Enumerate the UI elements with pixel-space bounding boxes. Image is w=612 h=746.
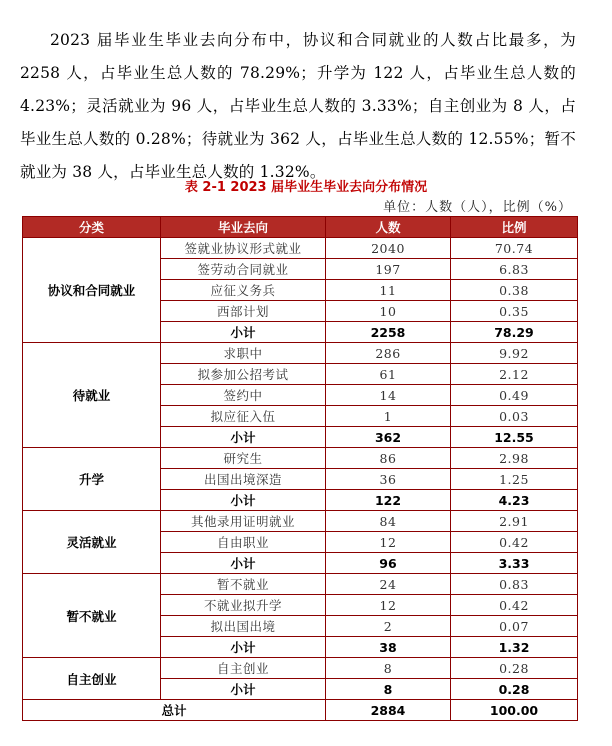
subtotal-label: 小计	[161, 553, 326, 574]
subtotal-label: 小计	[161, 679, 326, 700]
subtotal-label: 小计	[161, 490, 326, 511]
total-count: 2884	[326, 700, 451, 721]
category-cell: 升学	[23, 448, 161, 511]
subtotal-label: 小计	[161, 322, 326, 343]
ratio-cell: 1.25	[451, 469, 578, 490]
ratio-cell: 2.98	[451, 448, 578, 469]
subtotal-label: 小计	[161, 427, 326, 448]
subtotal-ratio: 4.23	[451, 490, 578, 511]
table-row	[23, 448, 578, 469]
ratio-cell: 0.42	[451, 532, 578, 553]
ratio-cell: 0.03	[451, 406, 578, 427]
total-label: 总计	[23, 700, 326, 721]
subtotal-ratio: 1.32	[451, 637, 578, 658]
subtotal-count: 2258	[326, 322, 451, 343]
category-cell: 待就业	[23, 343, 161, 448]
ratio-cell: 0.28	[451, 658, 578, 679]
table-row	[23, 238, 578, 259]
header-category: 分类	[23, 217, 161, 238]
count-cell: 12	[326, 595, 451, 616]
total-row	[23, 700, 578, 721]
destination-cell: 研究生	[161, 448, 326, 469]
subtotal-label: 小计	[161, 637, 326, 658]
category-cell: 协议和合同就业	[23, 238, 161, 343]
count-cell: 2	[326, 616, 451, 637]
subtotal-ratio: 0.28	[451, 679, 578, 700]
count-cell: 11	[326, 280, 451, 301]
count-cell: 86	[326, 448, 451, 469]
count-cell: 8	[326, 658, 451, 679]
subtotal-count: 122	[326, 490, 451, 511]
destination-cell: 拟应征入伍	[161, 406, 326, 427]
ratio-cell: 0.83	[451, 574, 578, 595]
count-cell: 286	[326, 343, 451, 364]
subtotal-count: 8	[326, 679, 451, 700]
summary-paragraph: 2023 届毕业生毕业去向分布中，协议和合同就业的人数占比最多，为 2258 人，占毕业生总人数的 78.29%；升学为 122 人，占毕业生总人数的 4.23%；灵活就业为 96 人，占毕业生总人数的 3.33%；自主创业为 8 人，占毕业生总人数的 0.28%；待就业为 362 人，占毕业生总人数的 12.55%；暂不就业为 38 人，占毕业生总人数的 1.32%。	[20, 30, 576, 181]
destination-cell: 自由职业	[161, 532, 326, 553]
count-cell: 36	[326, 469, 451, 490]
ratio-cell: 2.91	[451, 511, 578, 532]
table-unit-note: 单位：人数（人），比例（%）	[383, 200, 572, 215]
subtotal-ratio: 12.55	[451, 427, 578, 448]
count-cell: 12	[326, 532, 451, 553]
category-cell: 灵活就业	[23, 511, 161, 574]
header-ratio: 比例	[451, 217, 578, 238]
category-cell: 自主创业	[23, 658, 161, 700]
destination-cell: 自主创业	[161, 658, 326, 679]
table-row	[23, 511, 578, 532]
table-row	[23, 574, 578, 595]
count-cell: 24	[326, 574, 451, 595]
destination-cell: 出国出境深造	[161, 469, 326, 490]
table-row	[23, 343, 578, 364]
ratio-cell: 0.49	[451, 385, 578, 406]
subtotal-count: 362	[326, 427, 451, 448]
destination-cell: 不就业拟升学	[161, 595, 326, 616]
ratio-cell: 70.74	[451, 238, 578, 259]
subtotal-count: 96	[326, 553, 451, 574]
header-destination: 毕业去向	[161, 217, 326, 238]
ratio-cell: 2.12	[451, 364, 578, 385]
count-cell: 1	[326, 406, 451, 427]
destination-cell: 签约中	[161, 385, 326, 406]
destination-cell: 拟参加公招考试	[161, 364, 326, 385]
count-cell: 10	[326, 301, 451, 322]
category-cell: 暂不就业	[23, 574, 161, 658]
subtotal-ratio: 3.33	[451, 553, 578, 574]
header-count: 人数	[326, 217, 451, 238]
table-row	[23, 658, 578, 679]
total-ratio: 100.00	[451, 700, 578, 721]
count-cell: 84	[326, 511, 451, 532]
ratio-cell: 6.83	[451, 259, 578, 280]
ratio-cell: 0.38	[451, 280, 578, 301]
ratio-cell: 0.07	[451, 616, 578, 637]
subtotal-ratio: 78.29	[451, 322, 578, 343]
count-cell: 197	[326, 259, 451, 280]
table-caption: 表 2-1 2023 届毕业生毕业去向分布情况	[184, 180, 428, 195]
destination-cell: 求职中	[161, 343, 326, 364]
destination-cell: 其他录用证明就业	[161, 511, 326, 532]
table-header-row	[23, 217, 578, 238]
count-cell: 61	[326, 364, 451, 385]
count-cell: 14	[326, 385, 451, 406]
destination-cell: 签劳动合同就业	[161, 259, 326, 280]
ratio-cell: 0.35	[451, 301, 578, 322]
destination-cell: 应征义务兵	[161, 280, 326, 301]
ratio-cell: 0.42	[451, 595, 578, 616]
ratio-cell: 9.92	[451, 343, 578, 364]
destination-cell: 西部计划	[161, 301, 326, 322]
graduate-destination-table	[22, 216, 578, 721]
destination-cell: 签就业协议形式就业	[161, 238, 326, 259]
count-cell: 2040	[326, 238, 451, 259]
subtotal-count: 38	[326, 637, 451, 658]
destination-cell: 拟出国出境	[161, 616, 326, 637]
destination-cell: 暂不就业	[161, 574, 326, 595]
